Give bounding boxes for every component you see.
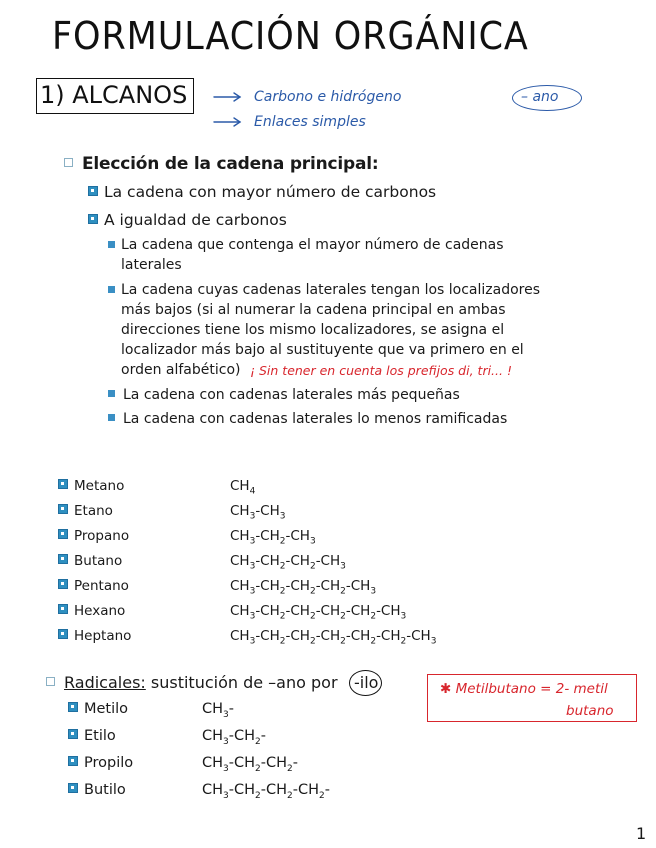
alkane-name-pentano: Pentano	[58, 578, 129, 594]
square-bullet-icon	[58, 529, 68, 539]
radical-name-metilo: Metilo	[68, 701, 128, 717]
hollow-square-icon	[64, 158, 73, 167]
radical-formula-butilo: $CH_3-CH_2-CH_2-CH_2-$	[202, 782, 330, 801]
subrule-3: La cadena con cadenas laterales más pequeñas	[108, 385, 460, 405]
small-square-icon	[108, 286, 115, 293]
note-carbono-hidrogeno: Carbono e hidrógeno	[254, 89, 402, 105]
alkane-formula-hexano: $CH_3-CH_2-CH_2-CH_2-CH_2-CH_3$	[230, 603, 407, 622]
rules-heading: Elección de la cadena principal:	[64, 154, 378, 174]
alkane-formula-propano: $CH_3-CH_2-CH_3$	[230, 528, 316, 547]
alkane-formula-metano: $CH_4$	[230, 478, 256, 497]
radical-name-butilo: Butilo	[68, 782, 126, 798]
square-bullet-icon	[58, 604, 68, 614]
page-title: FORMULACIÓN ORGÁNICA	[52, 14, 529, 58]
alkane-formula-etano: $CH_3-CH_3$	[230, 503, 286, 522]
square-bullet-icon	[68, 756, 78, 766]
handwritten-note-prefijos: ¡ Sin tener en cuenta los prefijos di, tri... !	[250, 363, 512, 378]
radicals-heading: Radicales: sustitución de –ano por	[46, 673, 338, 692]
example-line-1: ✱ Metilbutano = 2- metil	[440, 681, 608, 697]
subrule-2-text: La cadena cuyas cadenas laterales tengan los localizadores más bajos (si al numerar la cadena principal en ambas direcciones tiene los mismo localizadores, se asigna el localizador más bajo al sustituyente que va primero en el orden alfabético)	[121, 282, 541, 378]
alkane-formula-heptano: $CH_3-CH_2-CH_2-CH_2-CH_2-CH_2-CH_3$	[230, 628, 437, 647]
square-bullet-icon	[58, 629, 68, 639]
alkane-name-propano: Propano	[58, 528, 129, 544]
square-bullet-icon	[68, 729, 78, 739]
alkane-name-metano: Metano	[58, 478, 124, 494]
example-line-2: butano	[566, 703, 614, 719]
subrule-1-text: La cadena que contenga el mayor número de cadenas laterales	[121, 237, 504, 273]
small-square-icon	[108, 390, 115, 397]
alkane-formula-pentano: $CH_3-CH_2-CH_2-CH_2-CH_3$	[230, 578, 377, 597]
radical-name-etilo: Etilo	[68, 728, 116, 744]
radical-name-propilo: Propilo	[68, 755, 133, 771]
subrule-4: La cadena con cadenas laterales lo menos ramificadas	[108, 409, 507, 429]
hollow-square-icon	[46, 677, 55, 686]
square-bullet-icon	[88, 186, 98, 196]
note-enlaces-simples: Enlaces simples	[254, 114, 366, 130]
alkane-name-hexano: Hexano	[58, 603, 125, 619]
square-bullet-icon	[88, 214, 98, 224]
square-bullet-icon	[68, 783, 78, 793]
note-suffix-ano: – ano	[521, 89, 559, 105]
alkane-formula-butano: $CH_3-CH_2-CH_2-CH_3$	[230, 553, 346, 572]
square-bullet-icon	[58, 579, 68, 589]
alkane-name-heptano: Heptano	[58, 628, 131, 644]
radical-formula-metilo: $CH_3-$	[202, 701, 234, 720]
small-square-icon	[108, 241, 115, 248]
radical-formula-etilo: $CH_3-CH_2-$	[202, 728, 266, 747]
square-bullet-icon	[58, 504, 68, 514]
square-bullet-icon	[68, 702, 78, 712]
square-bullet-icon	[58, 554, 68, 564]
page-number: 1	[636, 824, 647, 843]
rule-1: La cadena con mayor número de carbonos	[88, 183, 436, 201]
radical-formula-propilo: $CH_3-CH_2-CH_2-$	[202, 755, 298, 774]
alkane-name-etano: Etano	[58, 503, 113, 519]
small-square-icon	[108, 414, 115, 421]
alkane-name-butano: Butano	[58, 553, 122, 569]
square-bullet-icon	[58, 479, 68, 489]
section-heading: 1) ALCANOS	[40, 81, 188, 109]
suffix-ilo: -ilo	[354, 673, 379, 692]
rule-2: A igualdad de carbonos	[88, 211, 287, 229]
